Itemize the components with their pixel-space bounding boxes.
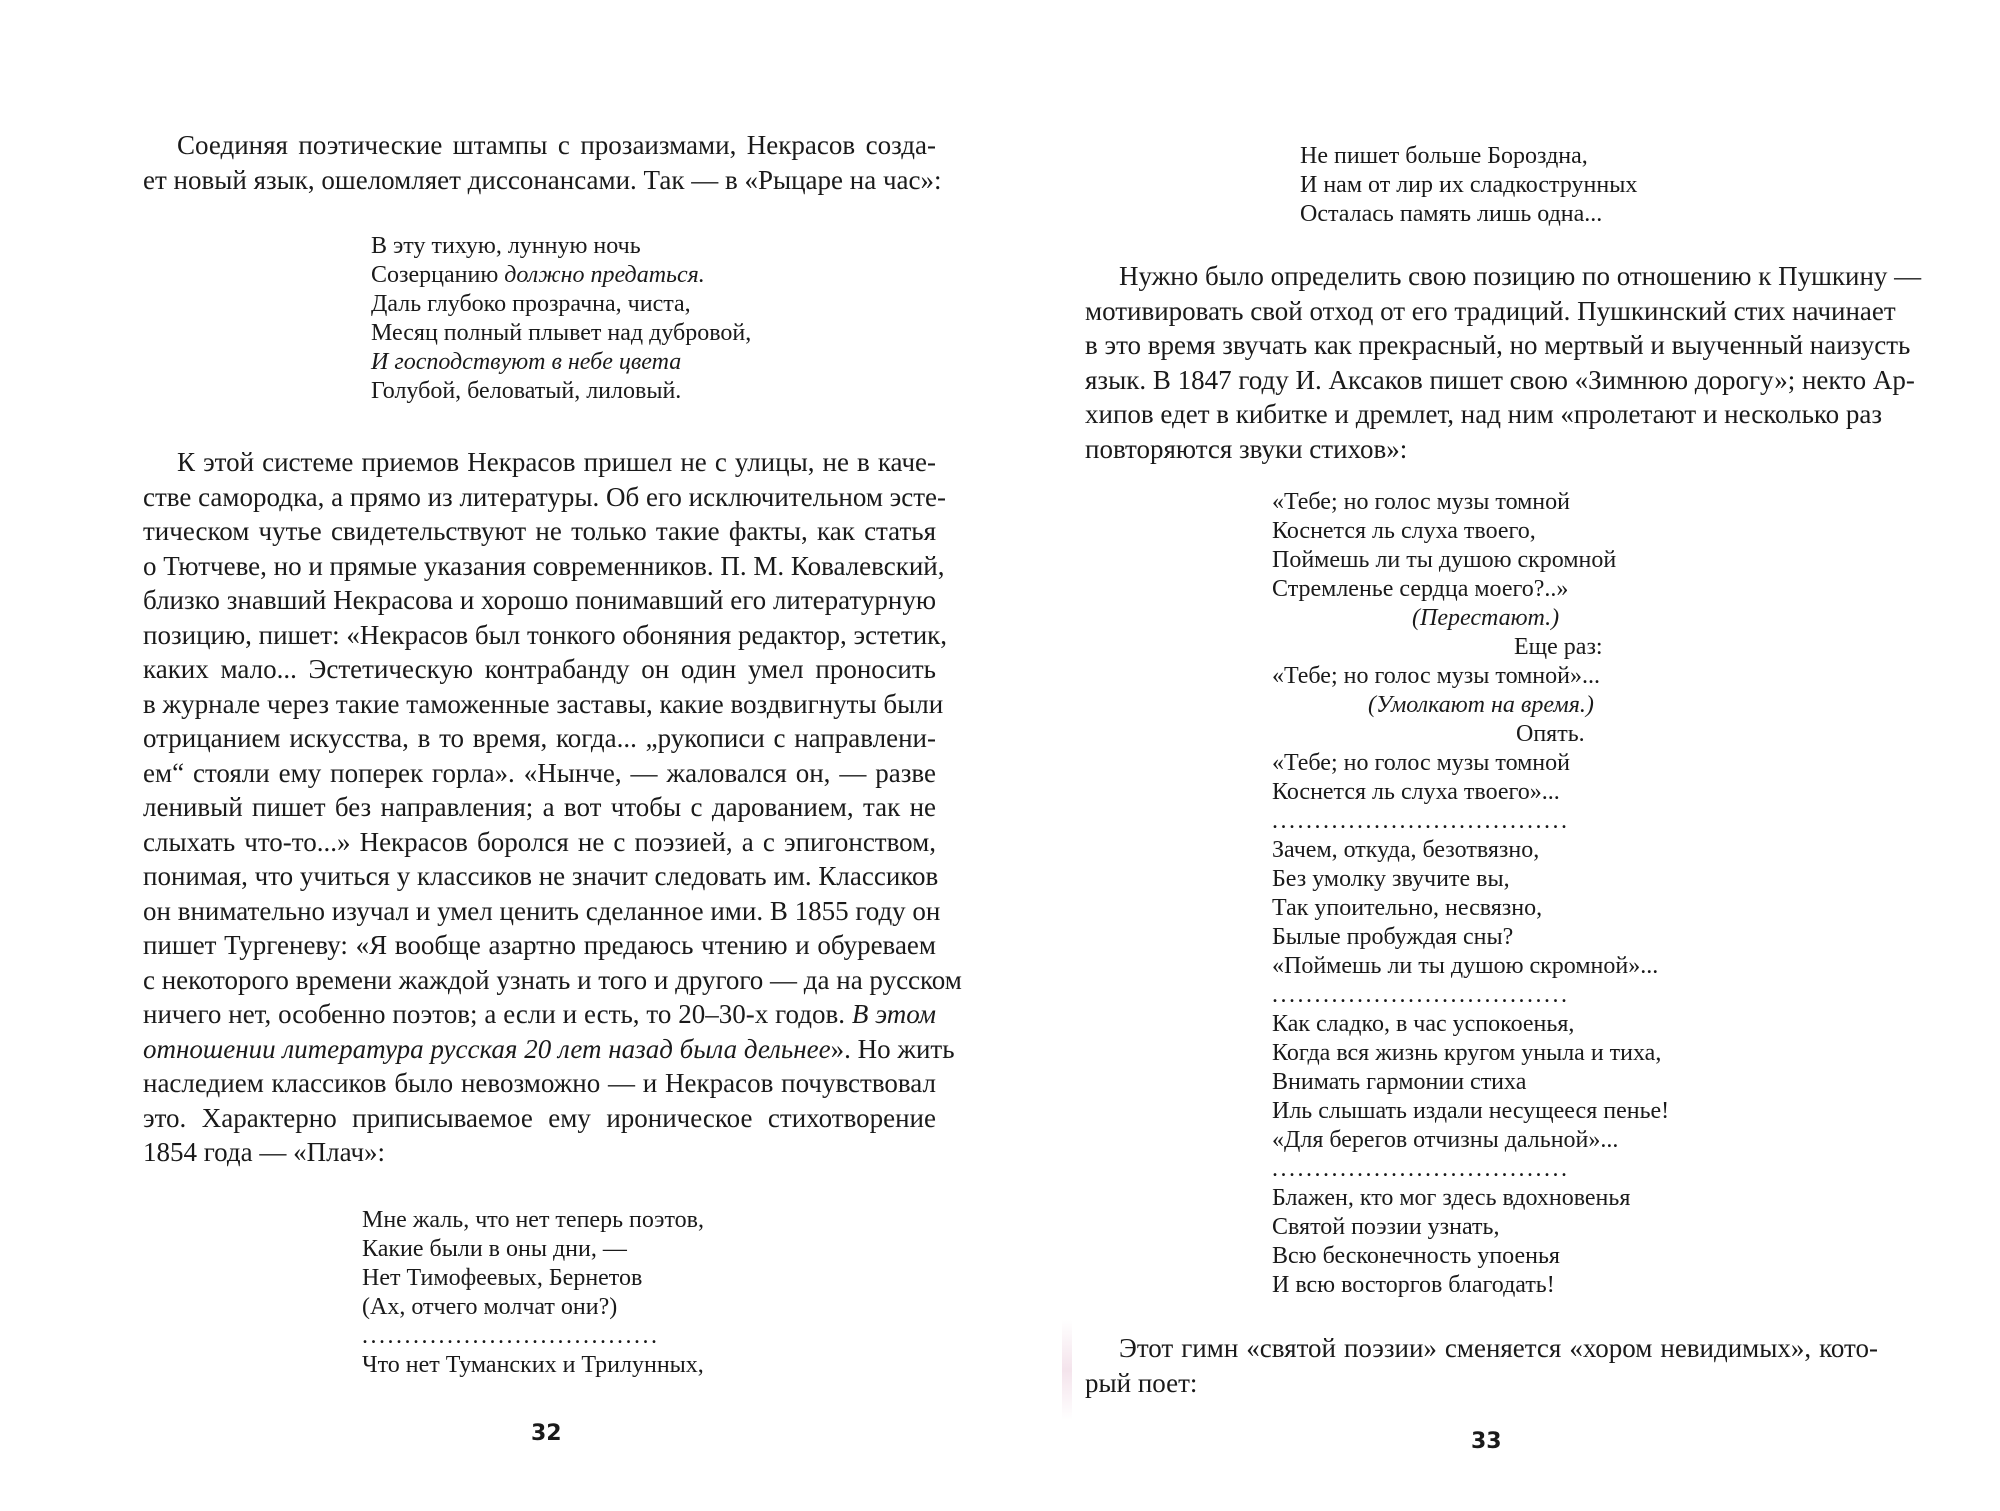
verse-line [371, 348, 751, 377]
text-run: каких мало... Эстетическую контрабанду он один умел проносить [143, 654, 936, 684]
text-run: Блажен, кто мог здесь вдохновенья [1272, 1185, 1631, 1211]
text-line [143, 1066, 936, 1101]
text-line [143, 894, 941, 929]
text-line [143, 652, 936, 687]
text-run: ничего нет, особенно поэтов; а если и есть, то 20–30-х годов. [143, 999, 852, 1029]
text-run: Без умолку звучите вы, [1272, 866, 1510, 892]
verse-line [1272, 488, 1669, 517]
text-line [143, 790, 936, 825]
text-run: Голубой, беловатый, лиловый. [371, 378, 682, 404]
page-number: 33 [1471, 1429, 1502, 1454]
emphasis-text: И господствуют в небе цвета [371, 349, 682, 375]
right-page [1000, 0, 2000, 1511]
verse-line [371, 319, 751, 348]
verse-line [371, 377, 751, 406]
text-run: Еще раз: [1514, 634, 1603, 660]
text-line: повторяются звуки стихов»: [1085, 433, 1408, 464]
emphasis-text: отношении литература русская 20 лет назад была дельнее [143, 1033, 831, 1064]
verse-line [1272, 1097, 1669, 1126]
text-line: Соединяя поэтические штампы с прозаизмами, Некрасов созда- [177, 130, 936, 160]
text-run: Зачем, откуда, безотвязно, [1272, 837, 1540, 863]
page-gutter-shadow [1062, 1320, 1072, 1420]
verse-line [1272, 1184, 1669, 1213]
text-line: Нужно было определить свою позицию по отношению к Пушкину — [1119, 261, 1922, 291]
text-run: Когда вся жизнь кругом уныла и тиха, [1272, 1040, 1662, 1066]
paragraph [143, 445, 962, 1170]
text-line [143, 1101, 936, 1136]
verse-line [1272, 1271, 1669, 1300]
text-run: пишет Тургеневу: «Я вообще азартно предаюсь чтению и обуреваем [143, 930, 936, 960]
verse-line [1272, 923, 1669, 952]
text-run: Былые пробуждая сны? [1272, 924, 1514, 950]
text-run: Внимать гармонии стиха [1272, 1069, 1527, 1095]
text-run: Как сладко, в час успокоенья, [1272, 1011, 1575, 1037]
verse-line [1272, 778, 1669, 807]
text-run: Иль слышать издали несущееся пенье! [1272, 1098, 1670, 1124]
text-run: Всю бесконечность упоенья [1272, 1243, 1560, 1269]
verse-line [1272, 575, 1669, 604]
text-line [143, 756, 936, 791]
text-line [143, 1032, 955, 1067]
text-run: К этой системе приемов Некрасов пришел не с улицы, не в каче- [177, 447, 936, 477]
verse-line [1272, 517, 1669, 546]
text-run: Опять. [1516, 721, 1585, 747]
verse-line: И нам от лир их сладкострунных [1300, 172, 1638, 198]
verse-line [1272, 836, 1669, 865]
verse-ellipsis-line: ................................... [362, 1323, 660, 1349]
text-run: «Тебе; но голос музы томной»... [1272, 663, 1600, 689]
stage-direction: (Перестают.) [1412, 605, 1560, 631]
verse-line [1272, 1213, 1669, 1242]
text-run: Коснется ль слуха твоего»... [1272, 779, 1560, 805]
text-line [143, 687, 944, 722]
text-run: понимая, что учиться у классиков не значит следовать им. Классиков [143, 861, 939, 891]
text-run: ». Но жить [830, 1033, 955, 1064]
paragraph [1085, 1331, 1878, 1400]
text-line [143, 618, 948, 653]
text-line [143, 549, 945, 584]
verse-line [371, 290, 751, 319]
text-run: стве самородка, а прямо из литературы. Об его исключительном эсте- [143, 481, 947, 512]
text-line [143, 583, 936, 618]
text-run: ленивый пишет без направления; а вот чтобы с дарованием, так не [143, 792, 936, 822]
paragraph [1085, 259, 1922, 466]
text-run: «Тебе; но голос музы томной [1272, 750, 1570, 776]
verse-line [1272, 1242, 1669, 1271]
verse-line [1272, 952, 1669, 981]
verse-line: (Ах, отчего молчат они?) [362, 1294, 618, 1320]
text-run: Святой поэзии узнать, [1272, 1214, 1500, 1240]
text-run: это. Характерно приписываемое ему ироническое стихотворение [143, 1102, 936, 1133]
verse-quote [362, 1206, 704, 1380]
text-line [143, 445, 936, 480]
verse-line [1272, 546, 1669, 575]
text-line [143, 928, 936, 963]
text-run: о Тютчеве, но и прямые указания современников. П. М. Ковалевский, [143, 550, 945, 581]
verse-line: Мне жаль, что нет теперь поэтов, [362, 1207, 704, 1233]
text-run: «Для берегов отчизны дальной»... [1272, 1127, 1619, 1153]
text-run: «Поймешь ли ты душою скромной»... [1272, 953, 1659, 979]
text-run: позицию, пишет: «Некрасов был тонкого обоняния редактор, эстетик, [143, 619, 948, 650]
text-run: ем“ стояли ему поперек горла». «Нынче, — жаловался он, — разве [143, 757, 936, 788]
text-run: наследием классиков было невозможно — и Некрасов почувствовал [143, 1068, 936, 1098]
verse-line [1272, 1068, 1669, 1097]
text-line: в это время звучать как прекрасный, но мертвый и выученный наизусть [1085, 330, 1911, 360]
text-run: он внимательно изучал и умел ценить сделанное ими. В 1855 году он [143, 895, 941, 926]
text-run: в журнале через такие таможенные заставы, какие воздвигнуты были [143, 688, 944, 719]
text-run: Стремленье сердца моего?..» [1272, 576, 1569, 602]
verse-line [1272, 1010, 1669, 1039]
text-line [143, 963, 962, 998]
verse-line [371, 261, 751, 290]
text-run: отрицанием искусства, в то время, когда... „рукописи с направлени- [143, 723, 936, 753]
verse-line: Какие были в оны дни, — [362, 1236, 627, 1262]
verse-quote [1300, 142, 1637, 229]
text-line: Этот гимн «святой поэзии» сменяется «хором невидимых», кото- [1119, 1333, 1878, 1363]
text-line [143, 721, 936, 756]
text-run: Коснется ль слуха твоего, [1272, 518, 1536, 544]
text-run: тическом чутье свидетельствуют не только такие факты, как статья [143, 516, 936, 546]
text-line: рый поет: [1085, 1367, 1198, 1398]
page-number: 32 [531, 1421, 562, 1446]
text-line: ет новый язык, ошеломляет диссонансами. Так — в «Рыцаре на час»: [143, 164, 942, 195]
text-line [143, 825, 936, 860]
verse-line: Нет Тимофеевых, Бернетов [362, 1265, 643, 1291]
stage-direction: (Умолкают на время.) [1368, 692, 1594, 718]
verse-ellipsis-line: ................................... [1272, 808, 1570, 834]
text-run: Созерцанию [371, 262, 505, 288]
emphasis-text: В этом [851, 999, 936, 1029]
text-run: Даль глубоко прозрачна, чиста, [371, 291, 691, 317]
text-line: язык. В 1847 году И. Аксаков пишет свою «Зимнюю дорогу»; некто Ар- [1085, 364, 1915, 395]
text-run: «Тебе; но голос музы томной [1272, 489, 1570, 515]
verse-line [1272, 1126, 1669, 1155]
verse-line [1272, 633, 1669, 662]
verse-line [1272, 894, 1669, 923]
text-line: мотивировать свой отход от его традиций. Пушкинский стих начинает [1085, 295, 1896, 326]
verse-quote [1272, 488, 1669, 1300]
text-line [143, 514, 936, 549]
text-run: Так упоительно, несвязно, [1272, 895, 1543, 921]
verse-line [1272, 662, 1669, 691]
verse-line: Не пишет больше Бороздна, [1300, 143, 1588, 169]
text-run: В эту тихую, лунную ночь [371, 233, 641, 259]
text-line [143, 997, 936, 1032]
text-line [143, 480, 947, 515]
verse-line [1272, 720, 1669, 749]
text-run: Поймешь ли ты душою скромной [1272, 547, 1617, 573]
paragraph [143, 128, 942, 197]
verse-ellipsis-line: ................................... [1272, 982, 1570, 1008]
verse-line: Что нет Туманских и Трилунных, [362, 1352, 704, 1378]
verse-line [1272, 865, 1669, 894]
text-run: 1854 года — «Плач»: [143, 1137, 386, 1167]
text-line [143, 1135, 936, 1170]
emphasis-text: должно предаться. [504, 262, 705, 288]
verse-quote [371, 232, 751, 406]
text-run: близко знавший Некрасова и хорошо понимавший его литературную [143, 585, 936, 615]
verse-line [1272, 749, 1669, 778]
verse-ellipsis-line: ................................... [1272, 1156, 1570, 1182]
text-line: хипов едет в кибитке и дремлет, над ним «пролетают и несколько раз [1085, 399, 1883, 429]
text-run: с некоторого времени жаждой узнать и того и другого — да на русском [143, 964, 962, 995]
text-line [143, 859, 939, 894]
text-run: И всю восторгов благодать! [1272, 1272, 1555, 1298]
verse-line [371, 232, 751, 261]
verse-line: Осталась память лишь одна... [1300, 201, 1603, 227]
text-run: слыхать что-то...» Некрасов боролся не с поэзией, а с эпигонством, [143, 826, 936, 857]
verse-line [1272, 1039, 1669, 1068]
text-run: Месяц полный плывет над дубровой, [371, 320, 752, 346]
